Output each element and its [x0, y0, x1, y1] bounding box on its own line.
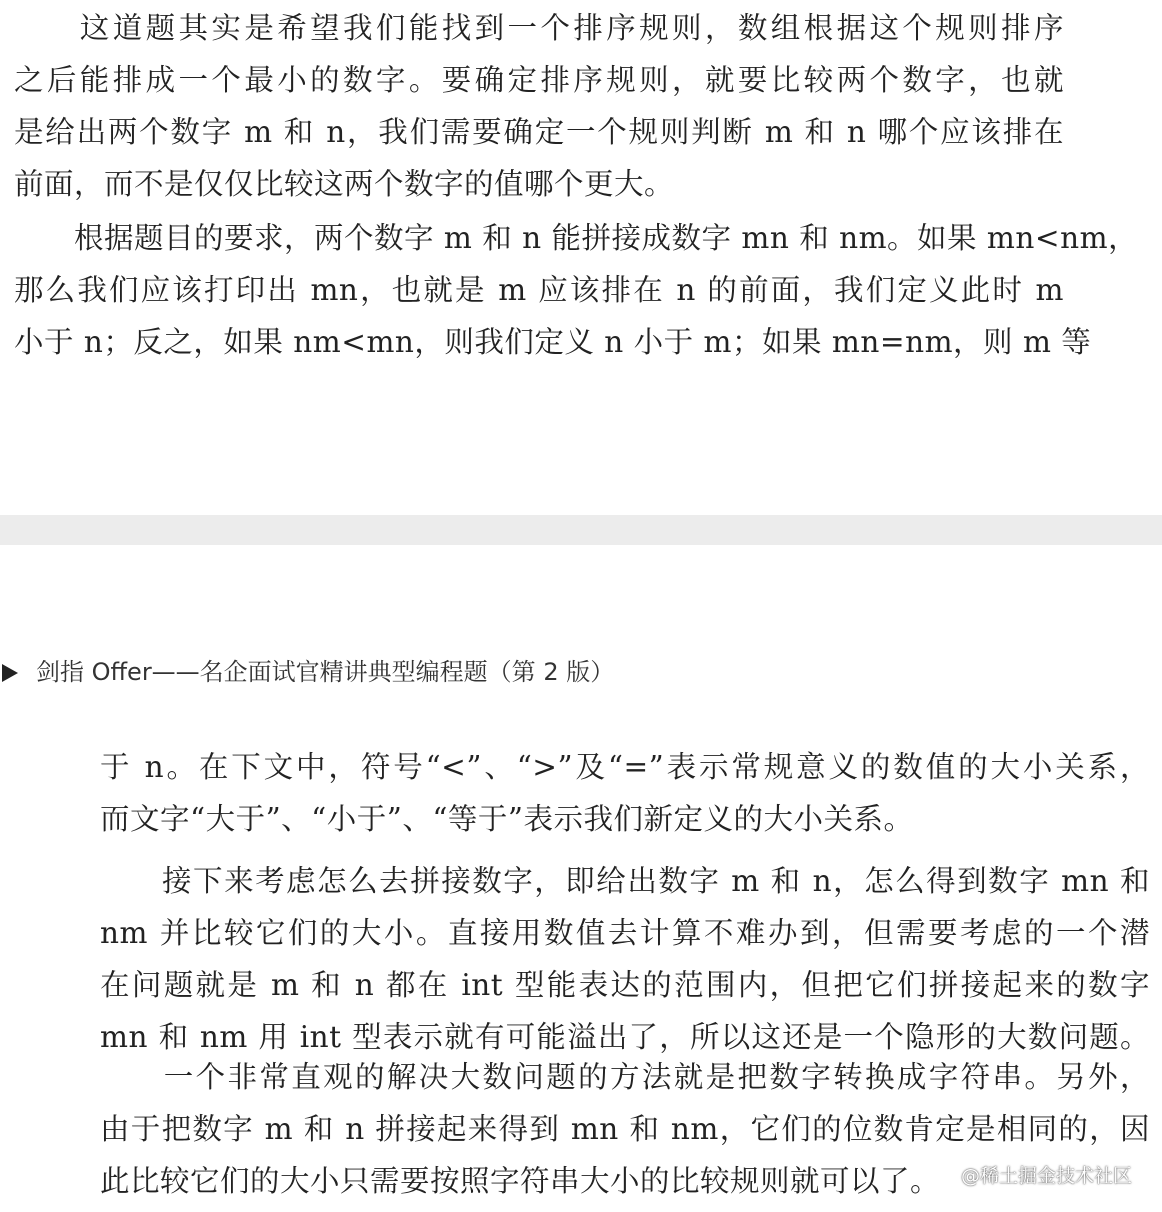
text-line: 于 n。在下文中，符号“<”、“>”及“=”表示常规意义的数值的大小关系，: [100, 750, 1150, 784]
page-top: [0, 0, 1162, 515]
text-line: 是给出两个数字 m 和 n，我们需要确定一个规则判断 m 和 n 哪个应该排在: [14, 115, 1064, 149]
triangle-marker-icon: [2, 664, 18, 682]
text-line: 此比较它们的大小只需要按照字符串大小的比较规则就可以了。: [100, 1164, 941, 1198]
paragraph-comparison-definition: [14, 212, 1139, 368]
page-separator: [0, 515, 1162, 545]
watermark-text: @稀土掘金技术社区: [960, 1165, 1132, 1187]
paragraph-concatenation: [100, 855, 1150, 1063]
text-line: 前面，而不是仅仅比较这两个数字的值哪个更大。: [14, 167, 675, 201]
text-line: nm 并比较它们的大小。直接用数值去计算不难办到，但需要考虑的一个潜: [100, 916, 1150, 950]
text-line: 接下来考虑怎么去拼接数字，即给出数字 m 和 n，怎么得到数字 mn 和: [100, 864, 1150, 898]
text-line: 由于把数字 m 和 n 拼接起来得到 mn 和 nm，它们的位数肯定是相同的，因: [100, 1112, 1150, 1146]
text-line: mn 和 nm 用 int 型表示就有可能溢出了，所以这还是一个隐形的大数问题。: [100, 1020, 1150, 1054]
text-line: 在问题就是 m 和 n 都在 int 型能表达的范围内，但把它们拼接起来的数字: [100, 968, 1150, 1002]
text-line: 小于 n；反之，如果 nm<mn，则我们定义 n 小于 m；如果 mn=nm，则 m 等: [14, 325, 1092, 359]
text-line: 一个非常直观的解决大数问题的方法就是把数字转换成字符串。另外，: [100, 1060, 1150, 1094]
text-line: 那么我们应该打印出 mn，也就是 m 应该排在 n 的前面，我们定义此时 m: [14, 273, 1064, 307]
page-bottom: [0, 545, 1162, 1212]
running-header: [2, 655, 614, 689]
text-line: 之后能排成一个最小的数字。要确定排序规则，就要比较两个数字，也就: [14, 63, 1064, 97]
text-line: 而文字“大于”、“小于”、“等于”表示我们新定义的大小关系。: [100, 802, 914, 836]
text-line: 这道题其实是希望我们能找到一个排序规则，数组根据这个规则排序: [14, 11, 1064, 45]
paragraph-symbol-notation: [100, 741, 1150, 845]
paragraph-sorting-rule: [14, 2, 1064, 210]
text-line: 根据题目的要求，两个数字 m 和 n 能拼接成数字 mn 和 nm。如果 mn<nm，: [14, 221, 1139, 255]
book-title: 剑指 Offer——名企面试官精讲典型编程题（第 2 版）: [36, 658, 615, 686]
watermark: [961, 1161, 1132, 1188]
